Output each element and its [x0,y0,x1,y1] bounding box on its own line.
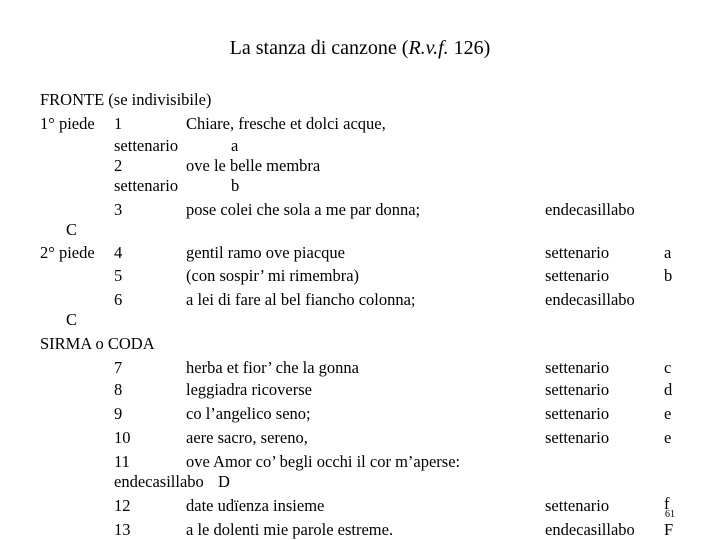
verse-text: Chiare, fresche et dolci acque, [186,114,386,133]
verse-text: ove le belle membra [186,156,321,175]
verse-text: co l’angelico seno; [186,404,311,423]
verse-text: a lei di fare al bel fiancho colonna; [186,290,416,309]
verse-rhyme: b [231,176,240,195]
verse-meter: settenario [545,358,610,377]
verse-meter: settenario [545,266,610,285]
verse-rhyme: c [664,358,672,377]
verse-rhyme: b [664,266,673,285]
verse-rhyme: F [664,520,674,539]
verse-number: 13 [114,520,131,539]
verse-rhyme: e [664,428,672,447]
piede2-label: 2° piede [40,243,95,262]
verse-meter: settenario [114,176,179,195]
verse-meter: settenario [545,404,610,423]
verse-text: (con sospir’ mi rimembra) [186,266,360,285]
verse-number: 11 [114,452,130,471]
verse-meter: endecasillabo [545,200,635,219]
verse-text: gentil ramo ove piacque [186,243,345,262]
verse-number: 10 [114,428,131,447]
verse-meter: settenario [545,496,610,515]
verse-text: aere sacro, sereno, [186,428,308,447]
verse-rhyme: f [664,494,670,513]
verse-number: 2 [114,156,123,175]
verse-number: 7 [114,358,123,377]
verse-meter: settenario [545,380,610,399]
verse-text: a le dolenti mie parole estreme. [186,520,394,539]
verse-rhyme: e [664,404,672,423]
title-prefix: La stanza di canzone ( [229,37,409,59]
chiave-marker: C [66,310,78,329]
title-italic: R.v.f. [408,37,449,59]
verse-meter: settenario [545,243,610,262]
verse-text: pose colei che sola a me par donna; [186,200,421,219]
verse-text: leggiadra ricoverse [186,380,312,399]
slide-title [0,38,720,58]
verse-number: 3 [114,200,123,219]
fronte-heading: FRONTE (se indivisibile) [40,90,212,109]
chiave-marker: C [66,220,78,239]
sirma-heading: SIRMA o CODA [40,334,155,353]
verse-meter: endecasillabo [545,290,635,309]
verse-rhyme: D [218,472,230,491]
verse-rhyme: d [664,380,673,399]
verse-meter: settenario [545,428,610,447]
verse-number: 1 [114,114,123,133]
verse-meter: endecasillabo [545,520,635,539]
piede1-label: 1° piede [40,114,95,133]
verse-text: ove Amor co’ begli occhi il cor m’aperse: [186,452,461,471]
title-suffix: 126) [448,37,491,59]
verse-meter: settenario [114,136,179,155]
verse-number: 12 [114,496,131,515]
verse-number: 9 [114,404,123,423]
verse-number: 5 [114,266,123,285]
verse-number: 6 [114,290,123,309]
verse-text: herba et fior’ che la gonna [186,358,360,377]
verse-text: date udïenza insieme [186,496,325,515]
verse-rhyme: a [664,243,672,262]
verse-meter: endecasillabo [114,472,204,491]
verse-rhyme: a [231,136,239,155]
verse-number: 4 [114,243,123,262]
verse-number: 8 [114,380,123,399]
page-number: 61 [665,509,675,520]
